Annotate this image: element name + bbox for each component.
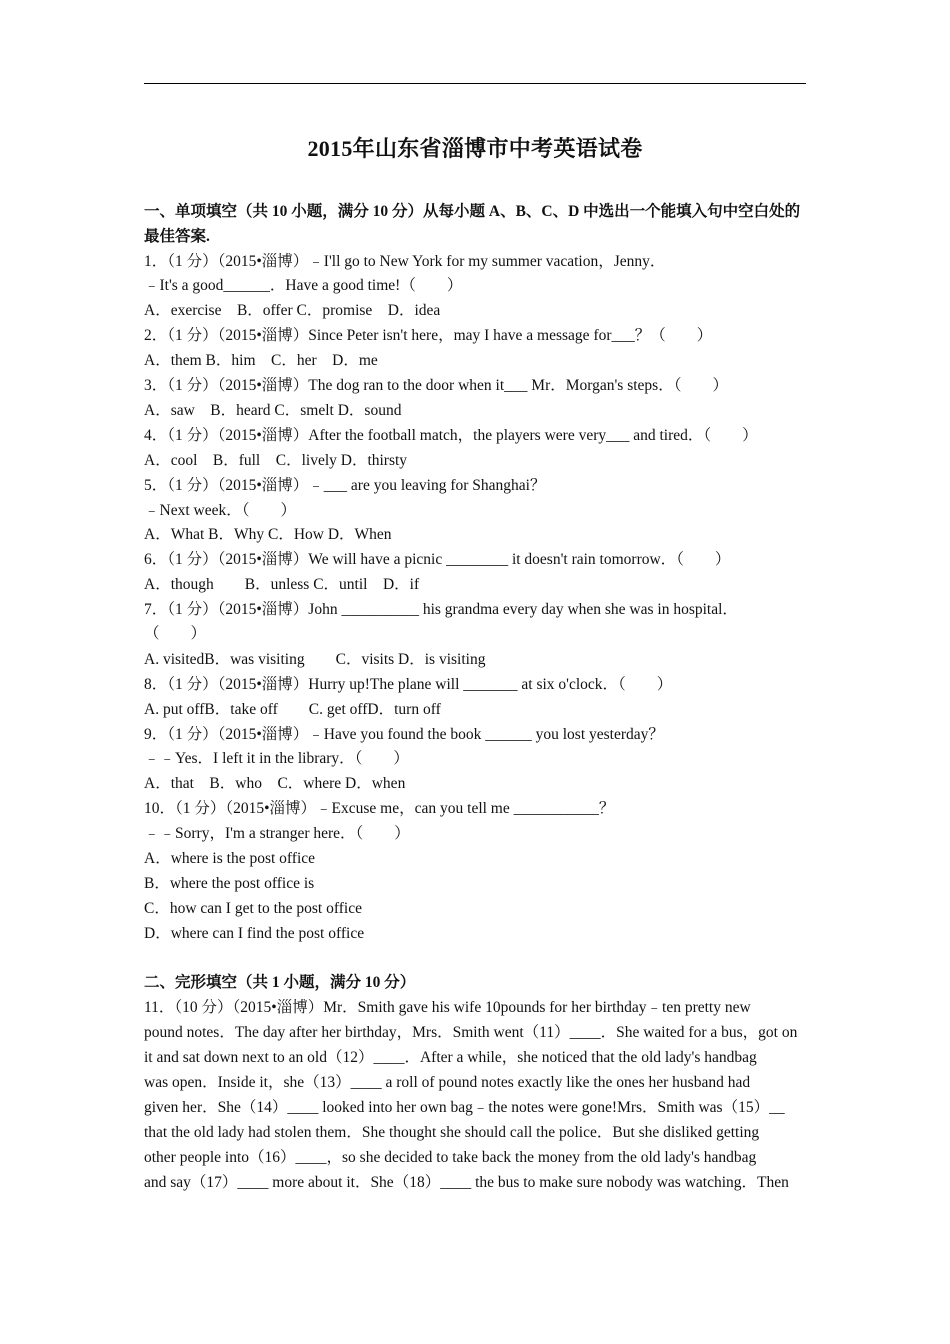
q1-stem-2: ﹣It's a good______．Have a good time!（ ） — [144, 277, 463, 294]
q7-stem: 7．（1 分）（2015•淄博）John __________ his grandma every day when she was in hospital． — [144, 601, 738, 618]
passage-line: given her．She（14）____ looked into her own bag﹣the notes were gone!Mrs．Smith was（15）__ — [144, 1099, 785, 1116]
q1-options: A．exercise B．offer C．promise D．idea — [144, 302, 441, 319]
q3-options: A．saw B．heard C．smelt D．sound — [144, 402, 402, 419]
q10-option-c: C．how can I get to the post office — [144, 900, 362, 917]
q3-stem: 3．（1 分）（2015•淄博）The dog ran to the door when it___ Mr．Morgan's steps．（ ） — [144, 377, 728, 394]
q10-stem-2: ﹣﹣Sorry，I'm a stranger here．（ ） — [144, 825, 410, 842]
q6-options: A．though B．unless C．until D．if — [144, 576, 420, 593]
header-rule — [144, 83, 806, 84]
q5-options: A．What B．Why C．How D．When — [144, 526, 392, 543]
section1-heading-line1: 一、单项填空（共 10 小题，满分 10 分）从每小题 A、B、C、D 中选出一个能填入句中空白处的 — [144, 203, 801, 220]
q6-stem: 6．（1 分）（2015•淄博）We will have a picnic ________ it doesn't rain tomorrow．（ ） — [144, 551, 731, 568]
q9-options: A．that B．who C．where D．when — [144, 775, 406, 792]
q4-options: A．cool B．full C．lively D．thirsty — [144, 452, 408, 469]
q10-option-b: B．where the post office is — [144, 875, 315, 892]
q9-stem-2: ﹣﹣Yes．I left it in the library．（ ） — [144, 750, 409, 767]
q7-stem-2: （ ） — [144, 625, 207, 642]
section2-heading: 二、完形填空（共 1 小题，满分 10 分） — [144, 974, 416, 991]
passage-line: and say（17）____ more about it．She（18）____ the bus to make sure nobody was watching．Then — [144, 1174, 789, 1191]
q8-stem: 8．（1 分）（2015•淄博）Hurry up!The plane will _______ at six o'clock．（ ） — [144, 676, 673, 693]
q5-stem-2: ﹣Next week．（ ） — [144, 502, 296, 519]
q7-options: A. visitedB．was visiting C．visits D．is visiting — [144, 651, 486, 668]
passage-line: that the old lady had stolen them．She thought she should call the police．But she disliked getting — [144, 1124, 760, 1141]
q1-stem: 1．（1 分）（2015•淄博）﹣I'll go to New York for my summer vacation，Jenny． — [144, 253, 666, 270]
section1-heading-line2: 最佳答案. — [144, 228, 210, 245]
q9-stem: 9．（1 分）（2015•淄博）﹣Have you found the book ______ you lost yesterday？ — [144, 726, 664, 743]
q10-option-d: D．where can I find the post office — [144, 925, 365, 942]
q10-option-a: A．where is the post office — [144, 850, 316, 867]
passage-line: other people into（16）____，so she decided to take back the money from the old lady's handbag — [144, 1149, 757, 1166]
q4-stem: 4．（1 分）（2015•淄博）After the football match，the players were very___ and tired．（ ） — [144, 427, 758, 444]
q2-options: A．them B．him C．her D．me — [144, 352, 378, 369]
q2-stem: 2．（1 分）（2015•淄博）Since Peter isn't here，may I have a message for___？（ ） — [144, 327, 713, 344]
page-title: 2015年山东省淄博市中考英语试卷 — [307, 136, 643, 161]
passage-line: pound notes．The day after her birthday，Mrs．Smith went（11）____．She waited for a bus，got on — [144, 1024, 798, 1041]
passage-line: it and sat down next to an old（12）____．After a while，she noticed that the old lady's handbag — [144, 1049, 757, 1066]
q5-stem: 5．（1 分）（2015•淄博）﹣___ are you leaving for Shanghai？ — [144, 477, 546, 494]
q10-stem: 10．（1 分）（2015•淄博）﹣Excuse me，can you tell me ___________？ — [144, 800, 615, 817]
passage-line: was open．Inside it，she（13）____ a roll of pound notes exactly like the ones her husband had — [144, 1074, 751, 1091]
q8-options: A. put offB．take off C. get offD．turn off — [144, 701, 441, 718]
passage-line: 11．（10 分）（2015•淄博）Mr．Smith gave his wife 10pounds for her birthday﹣ten pretty new — [144, 999, 751, 1016]
